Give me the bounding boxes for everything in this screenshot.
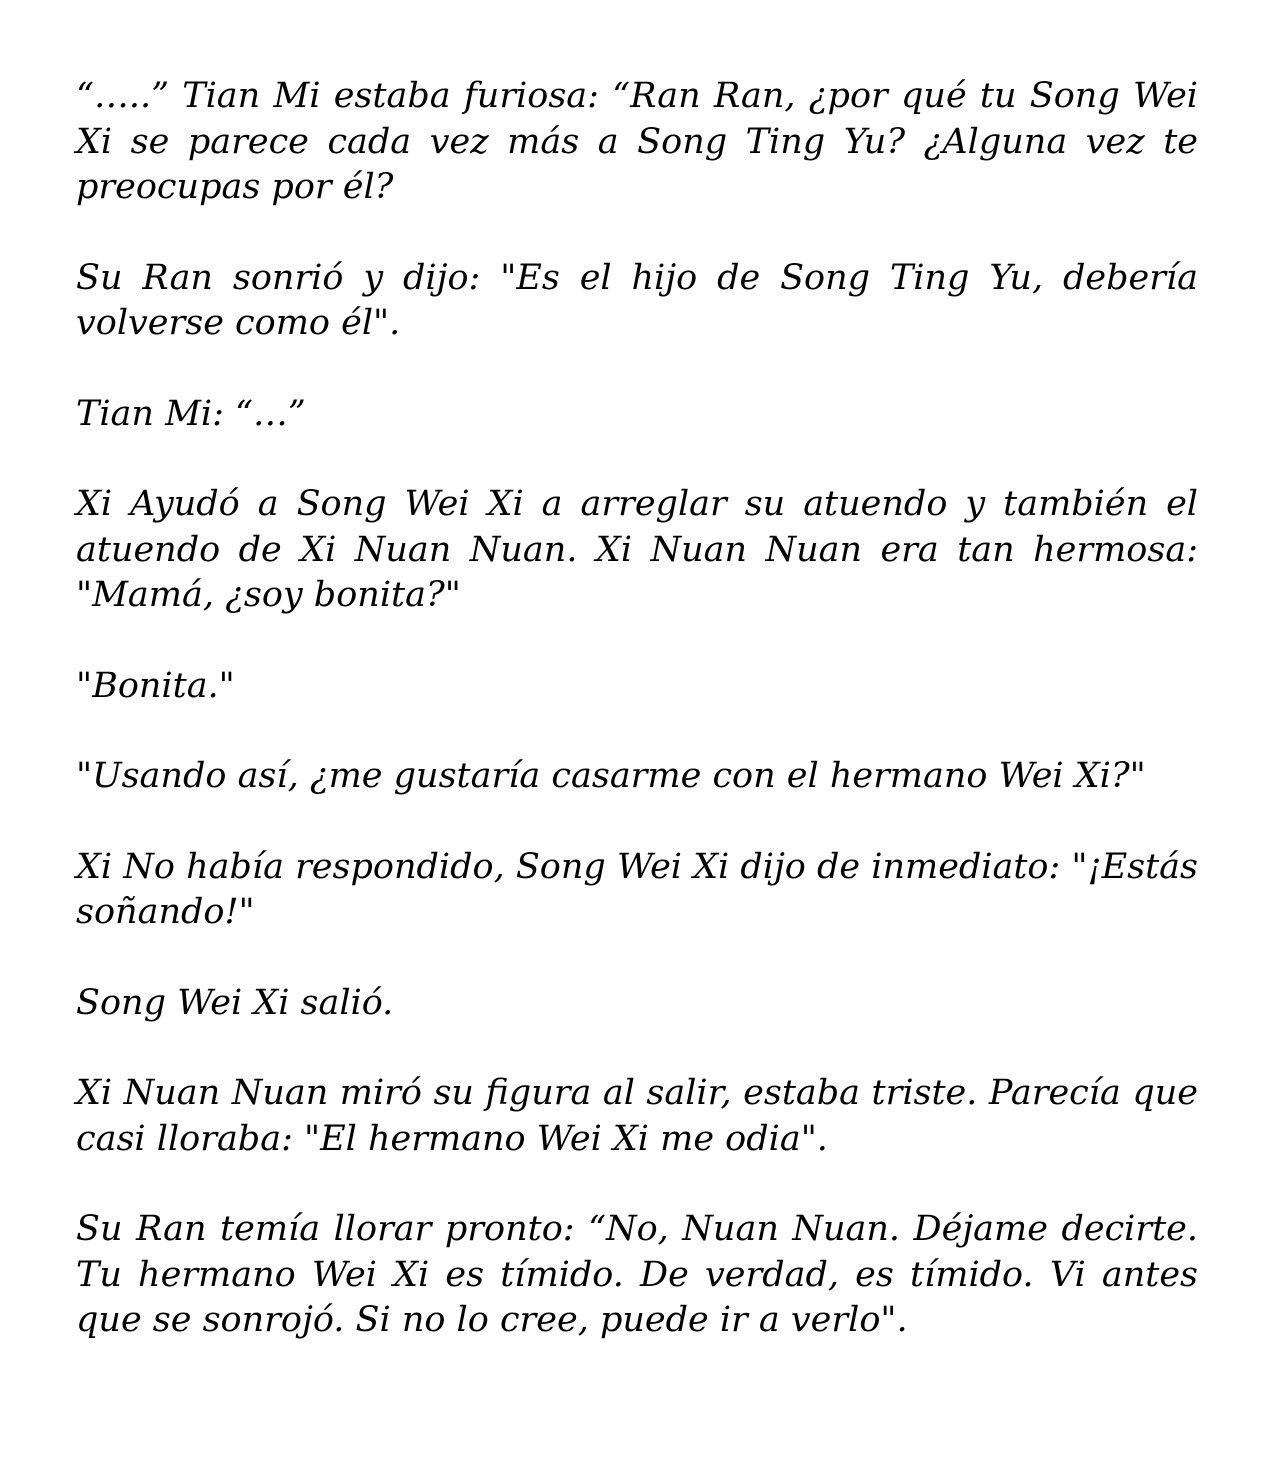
document-body [76,74,1198,1344]
paragraph: Su Ran sonrió y dijo: "Es el hijo de Song Ting Yu, debería volverse como él". [76,257,1198,343]
paragraph: Tian Mi: “…” [76,393,306,434]
paragraph: “…..” Tian Mi estaba furiosa: “Ran Ran, ¿por qué tu Song Wei Xi se parece cada vez más a Song Ting Yu? ¿Alguna vez te preocupas por él? [76,76,1198,207]
paragraph: Su Ran temía llorar pronto: “No, Nuan Nuan. Déjame decirte. Tu hermano Wei Xi es tímido. De verdad, es tímido. Vi antes que se sonrojó. Si no lo cree, puede ir a verlo". [76,1209,1198,1340]
paragraph: Xi Ayudó a Song Wei Xi a arreglar su atuendo y también el atuendo de Xi Nuan Nuan. Xi Nuan Nuan era tan hermosa: "Mamá, ¿soy bonita?" [76,484,1198,615]
paragraph: "Usando así, ¿me gustaría casarme con el hermano Wei Xi?" [76,756,1146,796]
paragraph: "Bonita." [76,665,235,706]
paragraph: Xi Nuan Nuan miró su figura al salir, estaba triste. Parecía que casi lloraba: "El hermano Wei Xi me odia". [76,1073,1198,1159]
paragraph: Xi No había respondido, Song Wei Xi dijo de inmediato: "¡Estás soñando!" [76,846,1198,932]
paragraph: Song Wei Xi salió. [76,982,394,1023]
